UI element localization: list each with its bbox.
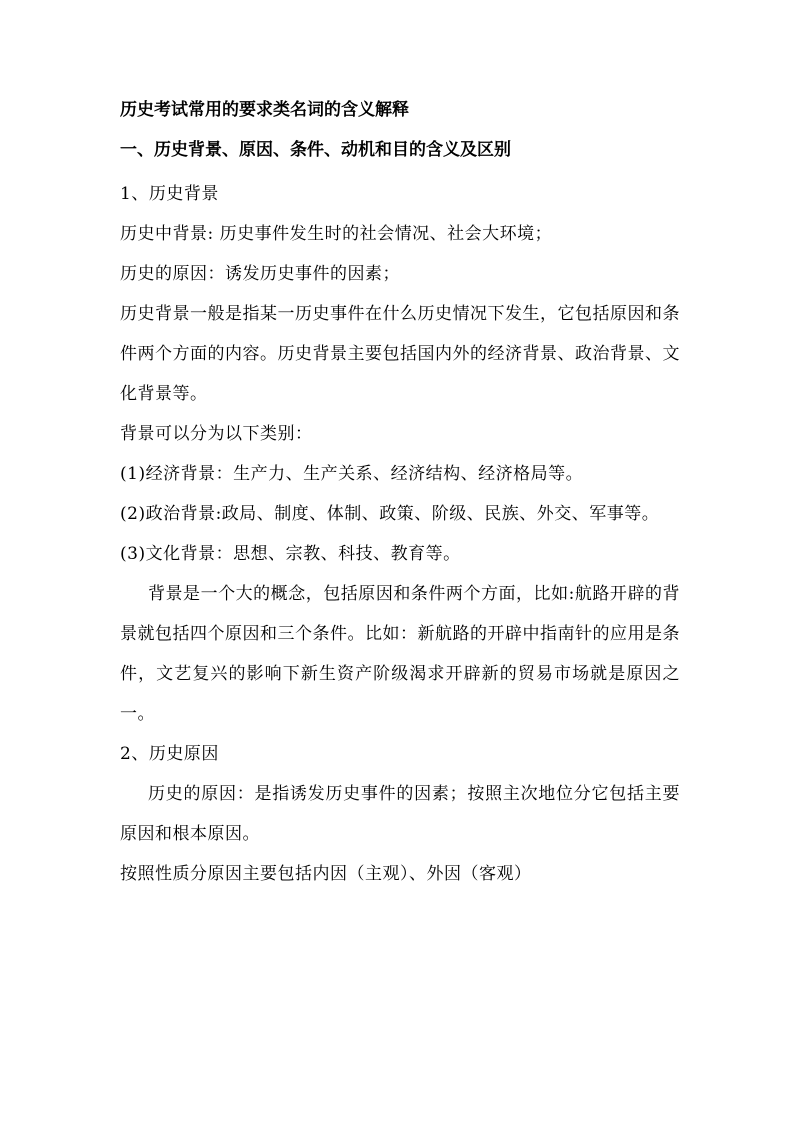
subheading-history-background: 1、历史背景: [120, 184, 219, 204]
paragraph: 历史背景一般是指某一历史事件在什么历史情况下发生，它包括原因和条件两个方面的内容。历史背景主要包括国内外的经济背景、政治背景、文化背景等。: [120, 304, 680, 404]
document-title: 历史考试常用的要求类名词的含义解释: [120, 100, 409, 120]
subheading-history-cause: 2、历史原因: [120, 744, 219, 764]
paragraph: 背景可以分为以下类别：: [120, 424, 313, 444]
paragraph: 历史中背景: 历史事件发生时的社会情况、社会大环境；: [120, 224, 553, 244]
paragraph: 历史的原因：诱发历史事件的因素；: [120, 264, 400, 284]
paragraph: 历史的原因：是指诱发历史事件的因素；按照主次地位分它包括主要原因和根本原因。: [120, 784, 680, 844]
paragraph: 背景是一个大的概念，包括原因和条件两个方面，比如:航路开辟的背景就包括四个原因和三个条件。比如：新航路的开辟中指南针的应用是条件，文艺复兴的影响下新生资产阶级渴求开辟新的贸易市场就是原因之一。: [120, 584, 680, 724]
document-body: [120, 100, 680, 894]
paragraph: 按照性质分原因主要包括内因（主观）、外因（客观）: [120, 864, 532, 884]
list-item: (2)政治背景:政局、制度、体制、政策、阶级、民族、外交、军事等。: [120, 504, 660, 524]
list-item: (3)文化背景：思想、宗教、科技、教育等。: [120, 544, 461, 564]
section-heading: 一、历史背景、原因、条件、动机和目的含义及区别: [120, 140, 511, 160]
list-item: (1)经济背景：生产力、生产关系、经济结构、经济格局等。: [120, 464, 584, 484]
